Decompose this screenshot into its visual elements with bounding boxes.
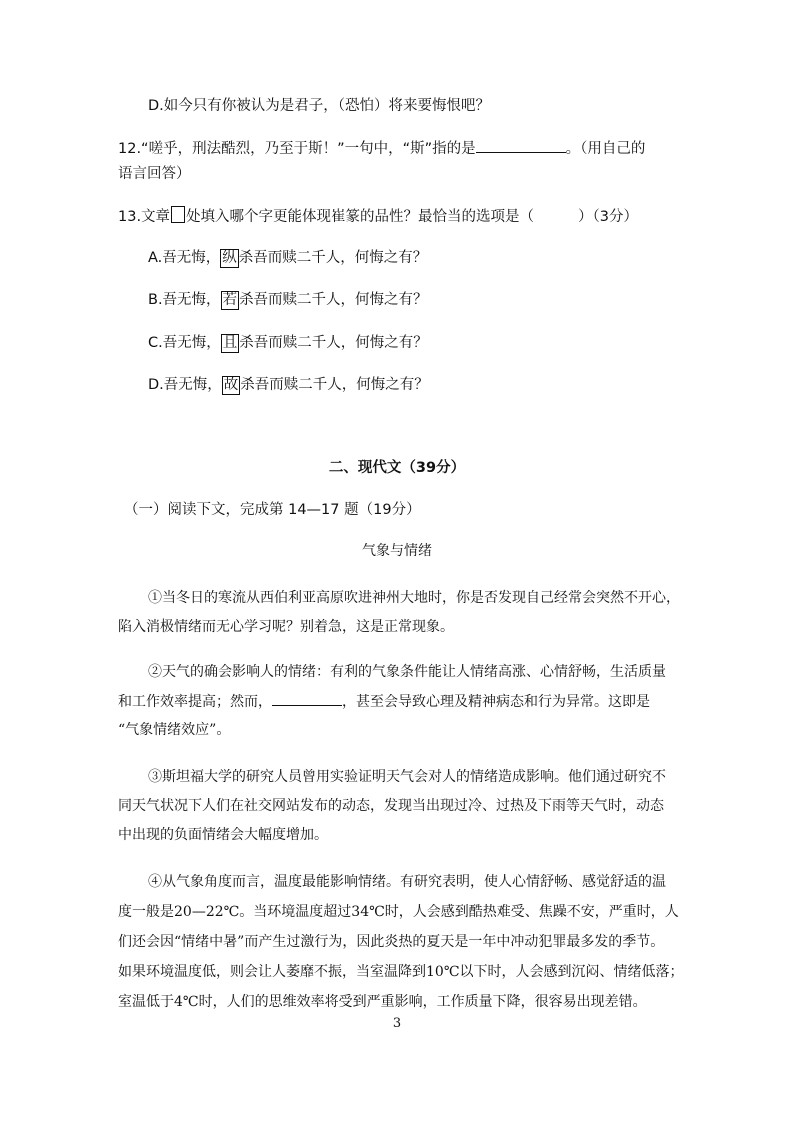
paragraph-2-line: “气象情绪效应”。 [118,722,231,738]
paragraph-3-line: ③斯坦福大学的研究人员曾用实验证明天气会对人的情绪造成影响。他们通过研究不 [148,769,666,785]
q12-question-line2: 语言回答） [118,166,191,182]
q13-blank-box [171,206,185,223]
option-boxed-char: 若 [222,292,238,308]
q13-option-d [148,375,429,395]
paragraph-text: ，甚至会导致心理及精神病态和行为异常。这即是 [342,694,650,710]
part-intro: （一）阅读下文，完成第 14—17 题（19分） [124,502,421,518]
option-boxed-char: 故 [223,377,239,393]
q13-option-b [148,290,428,310]
paragraph-4-line: ④从气象角度而言，温度最能影响情绪。有研究表明，使人心情舒畅、感觉舒适的温 [148,874,666,890]
paragraph-2-line [118,691,650,712]
section-title: 二、现代文（39分） [328,460,466,476]
paragraph-4-line: 室温低于4℃时，人们的思维效率将受到严重影响，工作质量下降，很容易出现差错。 [118,994,647,1010]
paragraph-3-line: 中出现的负面情绪会大幅度增加。 [118,827,328,843]
option-prefix: C.吾无悔， [148,335,221,351]
q12-text: 12.“嗟乎，刑法酷烈，乃至于斯！”一句中，“斯”指的是 [118,141,476,157]
paragraph-4-line: 度一般是20—22℃。当环境温度超过34℃时，人会感到酷热难受、焦躁不安，严重时，人 [118,904,679,920]
article-title: 气象与情绪 [362,543,432,559]
option-suffix: 杀吾而赎二千人，何悔之有？ [238,250,428,266]
para2-fill-blank[interactable] [272,691,342,706]
q13-stem-end: ）（3分） [578,209,639,225]
q12-answer-blank[interactable] [476,138,566,153]
option-suffix: 杀吾而赎二千人，何悔之有？ [240,377,429,393]
q12-question [118,138,645,159]
paragraph-3-line: 同天气状况下人们在社交网站发布的动态，发现当出现过冷、过热及下雨等天气时，动态 [118,798,664,814]
q11-option-d: D.如今只有你被认为是君子，（恐怕）将来要悔恨吧？ [148,98,491,114]
q13-stem-mid: 处填入哪个字更能体现崔篆的品性？最恰当的选项是（ [186,209,535,225]
q13-option-a [148,248,427,268]
page-number: 3 [392,1016,402,1031]
option-boxed-char: 纵 [222,250,237,266]
paragraph-4-line: 如果环境温度低，则会让人萎靡不振，当室温降到10℃以下时，人会感到沉闷、情绪低落； [118,964,684,980]
option-suffix: 杀吾而赎二千人，何悔之有？ [239,335,428,351]
paragraph-4-line: 们还会因“情绪中暑”而产生过激行为，因此炎热的夏天是一年中冲动犯罪最多发的季节。 [118,934,665,950]
paragraph-1-line: ①当冬日的寒流从西伯利亚高原吹进神州大地时，你是否发现自己经常会突然不开心， [148,590,680,606]
q13-question [118,206,638,227]
paragraph-text: 和工作效率提高；然而， [118,694,272,710]
option-prefix: B.吾无悔， [148,292,221,308]
paragraph-1-line: 陷入消极情绪而无心学习呢？别着急，这是正常现象。 [118,619,454,635]
option-suffix: 杀吾而赎二千人，何悔之有？ [239,292,428,308]
q12-text-after: 。（用自己的 [565,141,646,157]
q13-option-c [148,333,428,353]
option-boxed-char: 且 [222,335,238,351]
paragraph-2-line: ②天气的确会影响人的情绪：有利的气象条件能让人情绪高涨、心情舒畅，生活质量 [148,664,666,680]
option-prefix: A.吾无悔， [148,250,221,266]
q13-stem: 13.文章 [118,209,171,225]
option-prefix: D.吾无悔， [148,377,222,393]
